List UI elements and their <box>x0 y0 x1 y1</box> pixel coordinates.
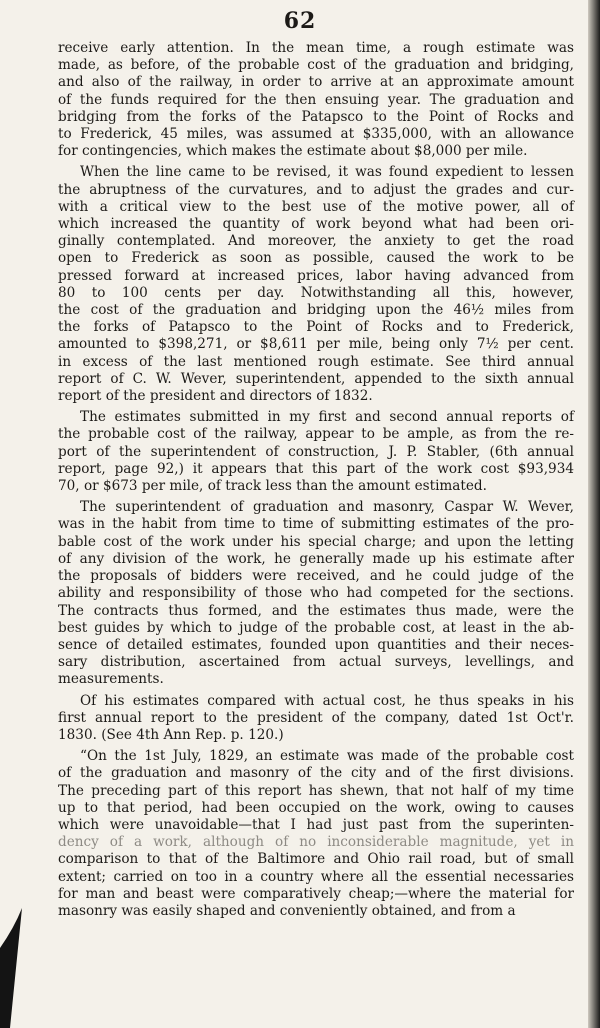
text-line: sence of detailed estimates, founded upon quantities and their neces- <box>58 636 574 653</box>
page-number: 62 <box>283 8 317 34</box>
text-line: bable cost of the work under his special charge; and upon the letting <box>58 533 574 550</box>
text-line: and also of the railway, in order to arrive at an approximate amount <box>58 74 574 91</box>
text-line: report, page 92,) it appears that this part of the work cost $93,934 <box>58 460 574 477</box>
text-line: the forks of Patapsco to the Point of Rocks and to Frederick, <box>58 319 574 336</box>
document-body <box>58 40 574 920</box>
text-line: for contingencies, which makes the estimate about $8,000 per mile. <box>58 143 528 160</box>
text-line: for man and beast were comparatively cheap;—where the material for <box>58 885 574 902</box>
text-line: masonry was easily shaped and conveniently obtained, and from a <box>58 902 516 919</box>
text-line: the abruptness of the curvatures, and to adjust the grades and cur- <box>58 181 574 198</box>
text-line: Of his estimates compared with actual cost, he thus speaks in his <box>80 692 574 709</box>
text-line: pressed forward at increased prices, labor having advanced from <box>58 267 574 284</box>
text-line: port of the superintendent of construction, J. P. Stabler, (6th annual <box>58 443 574 460</box>
text-line: extent; carried on too in a country where all the essential necessaries <box>58 868 574 885</box>
text-line: comparison to that of the Baltimore and Ohio rail road, but of small <box>58 851 574 868</box>
paragraph-6 <box>58 748 574 920</box>
text-line: was in the habit from time to time of submitting estimates of the pro- <box>58 516 574 533</box>
paragraph-5 <box>58 693 574 745</box>
text-line: 70, or $673 per mile, of track less than the amount estimated. <box>58 478 487 495</box>
text-line: of the graduation and masonry of the city and of the first divisions. <box>58 765 574 782</box>
text-line: report of C. W. Wever, superintendent, appended to the sixth annual <box>58 370 574 387</box>
text-line: which were unavoidable—that I had just past from the superinten- <box>58 816 574 833</box>
text-line: The contracts thus formed, and the estimates thus made, were the <box>58 602 574 619</box>
text-line: The preceding part of this report has shewn, that not half of my time <box>58 782 574 799</box>
text-line: measurements. <box>58 671 164 688</box>
text-line: in excess of the last mentioned rough estimate. See third annual <box>58 353 574 370</box>
text-line: When the line came to be revised, it was found expedient to lessen <box>80 164 574 181</box>
text-line: dency of a work, although of no inconsiderable magnitude, yet in <box>58 834 574 851</box>
text-line: ginally contemplated. And moreover, the anxiety to get the road <box>58 233 574 250</box>
scan-thumb-shadow <box>0 908 30 1028</box>
text-line: receive early attention. In the mean time, a rough estimate was <box>58 40 574 56</box>
text-line: of the funds required for the then ensuing year. The graduation and <box>58 91 574 108</box>
text-line: bridging from the forks of the Patapsco to the Point of Rocks and <box>58 108 574 125</box>
text-line: the probable cost of the railway, appear to be ample, as from the re- <box>58 426 574 443</box>
text-line: open to Frederick as soon as possible, caused the work to be <box>58 250 574 267</box>
paragraph-4 <box>58 499 574 688</box>
text-line: to Frederick, 45 miles, was assumed at $335,000, with an allowance <box>58 126 574 143</box>
text-line: up to that period, had been occupied on the work, owing to causes <box>58 799 574 816</box>
text-line: The estimates submitted in my first and second annual reports of <box>80 409 574 426</box>
text-line: The superintendent of graduation and masonry, Caspar W. Wever, <box>80 499 574 516</box>
text-line: with a critical view to the best use of the motive power, all of <box>58 198 574 215</box>
text-line: report of the president and directors of 1832. <box>58 388 373 405</box>
text-line: the proposals of bidders were received, and he could judge of the <box>58 568 574 585</box>
text-line: 80 to 100 cents per day. Notwithstanding all this, however, <box>58 284 574 301</box>
text-line: sary distribution, ascertained from actual surveys, levellings, and <box>58 654 574 671</box>
text-line: ability and responsibility of those who had competed for the sections. <box>58 585 574 602</box>
text-line: amounted to $398,271, or $8,611 per mile, being only 7½ per cent. <box>58 336 574 353</box>
paragraph-1 <box>58 40 574 160</box>
text-line: of any division of the work, he generally made up his estimate after <box>58 550 574 567</box>
text-line: the cost of the graduation and bridging upon the 46½ miles from <box>58 302 574 319</box>
text-line: 1830. (See 4th Ann Rep. p. 120.) <box>58 726 284 743</box>
text-line: first annual report to the president of the company, dated 1st Oct'r. <box>58 709 574 726</box>
text-line: best guides by which to judge of the probable cost, at least in the ab- <box>58 619 574 636</box>
paragraph-2 <box>58 164 574 405</box>
text-line: made, as before, of the probable cost of the graduation and bridging, <box>58 57 574 74</box>
text-line: which increased the quantity of work beyond what had been ori- <box>58 216 574 233</box>
text-line: “On the 1st July, 1829, an estimate was made of the probable cost <box>80 748 574 765</box>
paragraph-3 <box>58 409 574 495</box>
scan-edge-shadow <box>588 0 600 1028</box>
